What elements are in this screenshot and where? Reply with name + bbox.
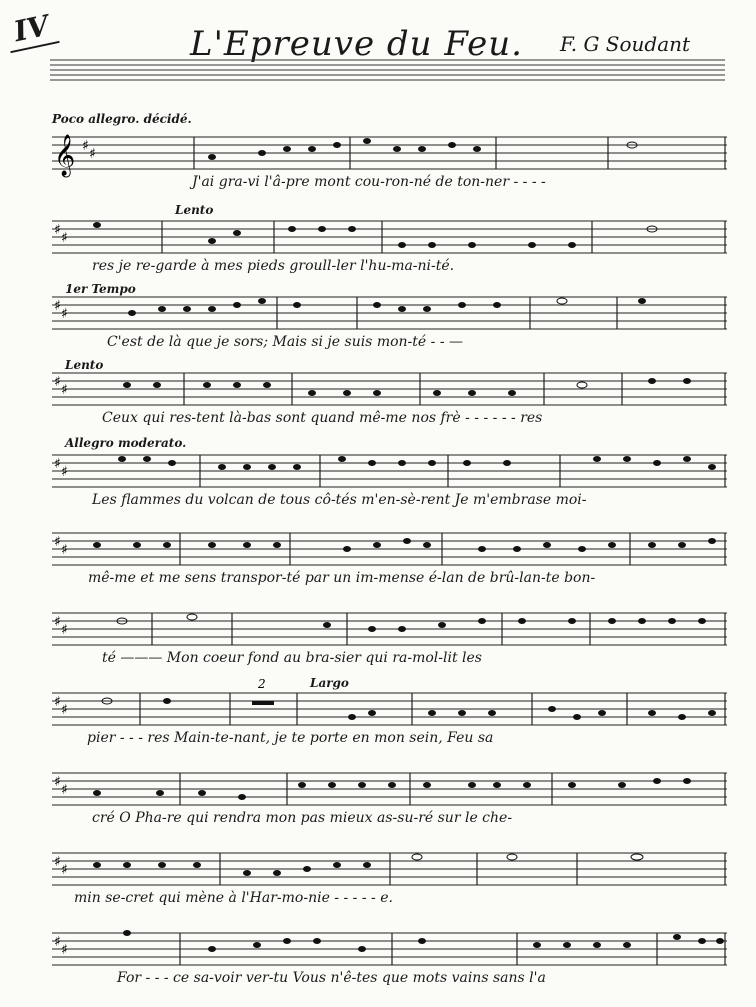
svg-text:♯: ♯ [61, 942, 68, 958]
lyrics-line: For - - - ce sa-voir ver-tu Vous n'ê-tes que mots vains sans l'a [117, 970, 546, 986]
lyrics-line: té ——— Mon coeur fond au bra-sier qui ra-mol-lit les [102, 650, 482, 666]
staff [52, 452, 727, 490]
tempo-marking: Largo [310, 676, 349, 690]
svg-text:𝄞: 𝄞 [54, 135, 76, 176]
svg-text:♯: ♯ [54, 694, 61, 710]
title-staff-lines [50, 58, 725, 80]
lyrics-line: res je re-garde à mes pieds groull-ler l'hu-ma-ni-té. [92, 258, 455, 274]
music-system [52, 452, 727, 508]
tempo-marking: Allegro moderato. [65, 436, 187, 450]
page-number: IV [10, 8, 52, 49]
svg-text:♯: ♯ [54, 374, 61, 390]
music-system [52, 530, 727, 586]
staff [52, 930, 727, 968]
music-system [52, 850, 727, 906]
tempo-marking: Lento [175, 203, 214, 217]
music-system [52, 770, 727, 826]
svg-text:♯: ♯ [61, 782, 68, 798]
svg-text:♯: ♯ [61, 464, 68, 480]
staff [52, 610, 727, 648]
staff [52, 218, 727, 256]
svg-text:♯: ♯ [61, 702, 68, 718]
tempo-marking: Lento [65, 358, 104, 372]
svg-text:♯: ♯ [54, 934, 61, 950]
svg-text:♯: ♯ [54, 298, 61, 314]
music-system [52, 134, 727, 190]
svg-text:♯: ♯ [54, 774, 61, 790]
song-title: L'Epreuve du Feu. [190, 24, 523, 64]
lyrics-line: Les flammes du volcan de tous cô-tés m'en-sè-rent Je m'embrase moi- [92, 492, 587, 508]
svg-text:♯: ♯ [61, 382, 68, 398]
staff [52, 134, 727, 176]
svg-text:♯: ♯ [54, 222, 61, 238]
svg-text:♯: ♯ [54, 614, 61, 630]
svg-text:♯: ♯ [89, 146, 96, 162]
music-system [52, 218, 727, 274]
svg-text:♯: ♯ [82, 138, 89, 154]
staff [52, 530, 727, 568]
music-system [52, 294, 727, 350]
tempo-marking: Poco allegro. décidé. [52, 112, 192, 126]
svg-text:♯: ♯ [61, 230, 68, 246]
svg-text:♯: ♯ [61, 306, 68, 322]
staff [52, 294, 727, 332]
composer-name: F. G Soudant [560, 32, 691, 56]
lyrics-line: J'ai gra-vi l'â-pre mont cou-ron-né de ton-ner - - - - [192, 174, 546, 190]
staff [52, 850, 727, 888]
lyrics-line: mê-me et me sens transpor-té par un im-mense é-lan de brû-lan-te bon- [88, 570, 596, 586]
svg-text:♯: ♯ [54, 854, 61, 870]
svg-text:♯: ♯ [61, 542, 68, 558]
lyrics-line: pier - - - res Main-te-nant, je te porte en mon sein, Feu sa [87, 730, 494, 746]
staff [52, 370, 727, 408]
svg-text:♯: ♯ [61, 862, 68, 878]
svg-text:♯: ♯ [61, 622, 68, 638]
lyrics-line: min se-cret qui mène à l'Har-mo-nie - - - - - e. [74, 890, 393, 906]
lyrics-line: Ceux qui res-tent là-bas sont quand mê-me nos frè - - - - - - res [102, 410, 543, 426]
staff [52, 770, 727, 808]
svg-text:♯: ♯ [54, 456, 61, 472]
lyrics-line: cré O Pha-re qui rendra mon pas mieux as-su-ré sur le che- [92, 810, 513, 826]
music-system [52, 930, 727, 986]
music-system [52, 370, 727, 426]
music-system [52, 610, 727, 666]
svg-text:♯: ♯ [54, 534, 61, 550]
tempo-marking: 1er Tempo [65, 282, 136, 296]
lyrics-line: C'est de là que je sors; Mais si je suis mon-té - - — [107, 334, 463, 350]
svg-text:2: 2 [258, 677, 266, 691]
